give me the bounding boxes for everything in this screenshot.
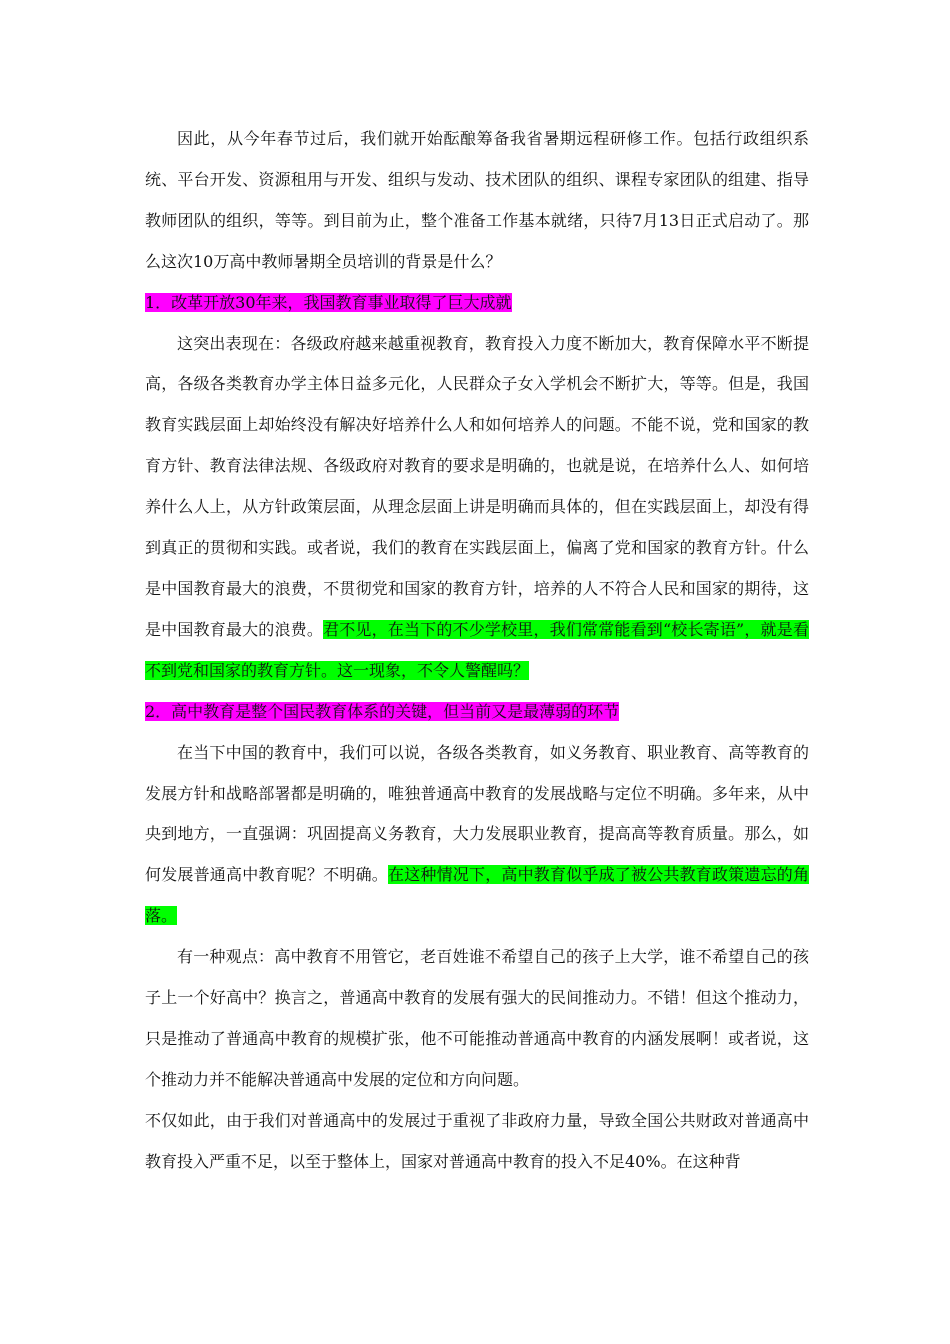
highlighted-text: 在这种情况下，高中教育似乎成了被公共教育政策遗忘的角落。 xyxy=(145,865,809,926)
section-heading-2-text: 2．高中教育是整个国民教育体系的关键，但当前又是最薄弱的环节 xyxy=(145,701,620,721)
paragraph-text: 有一种观点：高中教育不用管它，老百姓谁不希望自己的孩子上大学，谁不希望自己的孩子上一个好高中？换言之，普通高中教育的发展有强大的民间推动力。不错！但这个推动力，只是推动了普通高中教育的规模扩张，他不可能推动普通高中教育的内涵发展啊！或者说，这个推动力并不能解决普通高中发展的定位和方向问题。 xyxy=(145,947,809,1089)
section-heading-1 xyxy=(145,283,809,324)
paragraph-achievements xyxy=(145,324,809,692)
paragraph-text: 不仅如此，由于我们对普通高中的发展过于重视了非政府力量，导致全国公共财政对普通高中教育投入严重不足，以至于整体上，国家对普通高中教育的投入不足40%。在这种背 xyxy=(145,1110,809,1171)
document-body xyxy=(145,119,809,1183)
section-heading-2 xyxy=(145,692,809,733)
paragraph-funding xyxy=(145,1101,809,1183)
section-heading-1-text: 1．改革开放30年来，我国教育事业取得了巨大成就 xyxy=(145,292,512,312)
highlighted-text: 君不见，在当下的不少学校里，我们常常能看到“校长寄语”，就是看不到党和国家的教育方针。这一现象，不令人警醒吗？ xyxy=(145,619,809,680)
paragraph-viewpoint xyxy=(145,937,809,1101)
paragraph-intro xyxy=(145,119,809,283)
paragraph-text: 在当下中国的教育中，我们可以说，各级各类教育，如义务教育、职业教育、高等教育的发展方针和战略部署都是明确的，唯独普通高中教育的发展战略与定位不明确。多年来，从中央到地方，一直强调：巩固提高义务教育，大力发展职业教育，提高高等教育质量。那么，如何发展普通高中教育呢？不明确。 xyxy=(145,742,809,885)
paragraph-high-school xyxy=(145,733,809,938)
paragraph-text: 因此，从今年春节过后，我们就开始酝酿筹备我省暑期远程研修工作。包括行政组织系统、平台开发、资源租用与开发、组织与发动、技术团队的组织、课程专家团队的组建、指导教师团队的组织，等等。到目前为止，整个准备工作基本就绪，只待7月13日正式启动了。那么这次10万高中教师暑期全员培训的背景是什么？ xyxy=(145,129,809,271)
paragraph-text: 这突出表现在：各级政府越来越重视教育，教育投入力度不断加大，教育保障水平不断提高，各级各类教育办学主体日益多元化，人民群众子女入学机会不断扩大，等等。但是，我国教育实践层面上却始终没有解决好培养什么人和如何培养人的问题。不能不说，党和国家的教育方针、教育法律法规、各级政府对教育的要求是明确的，也就是说，在培养什么人、如何培养什么人上，从方针政策层面，从理念层面上讲是明确而具体的，但在实践层面上，却没有得到真正的贯彻和实践。或者说，我们的教育在实践层面上，偏离了党和国家的教育方针。什么是中国教育最大的浪费，不贯彻党和国家的教育方针，培养的人不符合人民和国家的期待，这是中国教育最大的浪费。 xyxy=(145,333,809,639)
